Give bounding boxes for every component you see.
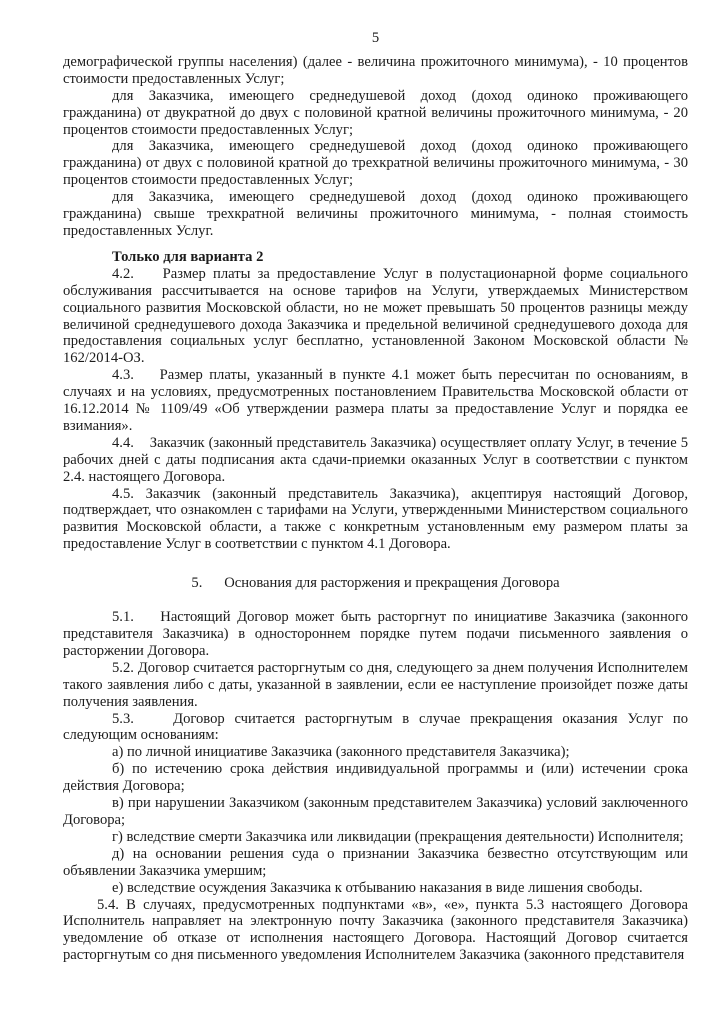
paragraph-clause-5-4: 5.4. В случаях, предусмотренных подпунктами «в», «е», пункта 5.3 настоящего Договора Исполнитель направляет на электронную почту Заказчика (законного представителя Заказчика) уведомление об отказе от исполнения настоящего Договора. Настоящий Договор считается расторгнутым со дня письменного уведомления Исполнителем Заказчика (законного представителя: [63, 896, 688, 964]
paragraph-clause-5-3-d: д) на основании решения суда о признании Заказчика безвестно отсутствующим или объявлении Заказчика умершим;: [63, 845, 688, 879]
paragraph-clause-5-3-g: г) вследствие смерти Заказчика или ликвидации (прекращения деятельности) Исполнителя;: [112, 828, 684, 845]
section-5-heading: 5. Основания для расторжения и прекращения Договора: [191, 575, 560, 592]
paragraph-clause-5-3-b: б) по истечению срока действия индивидуальной программы и (или) истечении срока действия Договора;: [63, 761, 688, 795]
paragraph-clause-4-5: 4.5. Заказчик (законный представитель Заказчика), акцептируя настоящий Договор, подтверждает, что ознакомлен с тарифами на Услуги, утвержденными Министерством социального развития Московской области, а также с конкретным установленным ему размером платы за предоставление Услуг в соответствии с пунктом 4.1 Договора.: [63, 485, 688, 553]
paragraph-clause-5-1: 5.1. Настоящий Договор может быть расторгнут по инициативе Заказчика (законного представителя Заказчика) в одностороннем порядке путем подачи письменного заявления о расторжении Договора.: [63, 609, 688, 659]
paragraph-clause-5-3-v: в) при нарушении Заказчиком (законным представителем Заказчика) условий заключенного Договора;: [63, 795, 688, 828]
paragraph-clause-4-4: 4.4. Заказчик (законный представитель Заказчика) осуществляет оплату Услуг, в течение 5 рабочих дней с даты подписания акта сдачи-приемки оказанных Услуг в соответствии с пунктом 2.4. настоящего Договора.: [63, 434, 688, 485]
page-number: 5: [371, 30, 380, 46]
paragraph-clause-5-3-a: а) по личной инициативе Заказчика (законного представителя Заказчика);: [112, 744, 570, 761]
paragraph-clause-4-1-30pct: для Заказчика, имеющего среднедушевой доход (доход одиноко проживающего гражданина) от двух с половиной кратной до трехкратной величины прожиточного минимума, - 30 процентов стоимости предоставленных Услуг;: [63, 138, 688, 189]
paragraph-clause-4-2: 4.2. Размер платы за предоставление Услуг в полустационарной форме социального обслуживания рассчитывается на основе тарифов на Услуги, утверждаемых Министерством социального развития Московской области, но не может превышать 50 процентов разницы между величиной среднедушевого дохода Заказчика и предельной величиной среднедушевого дохода для предоставления социальных услуг бесплатно, установленной Законом Московской области № 162/2014-ОЗ.: [63, 265, 688, 367]
paragraph-clause-5-3: 5.3. Договор считается расторгнутым в случае прекращения оказания Услуг по следующим основаниям:: [63, 710, 688, 744]
paragraph-clause-4-3: 4.3. Размер платы, указанный в пункте 4.1 может быть пересчитан по основаниям, в случаях и на условиях, предусмотренных постановлением Правительства Московской области от 16.12.2014 № 1109/49 «Об утверждении размера платы за предоставление Услуг и порядка ее взимания».: [63, 367, 688, 434]
paragraph-clause-4-1-tail: демографической группы населения) (далее - величина прожиточного минимума), - 10 процентов стоимости предоставленных Услуг;: [63, 53, 688, 87]
paragraph-clause-5-2: 5.2. Договор считается расторгнутым со дня, следующего за днем получения Исполнителем такого заявления либо с даты, указанной в заявлении, если ее наступление произойдет позже даты получения заявления.: [63, 659, 688, 710]
paragraph-clause-4-1-full: для Заказчика, имеющего среднедушевой доход (доход одиноко проживающего гражданина) свыше трехкратной величины прожиточного минимума, - полная стоимость предоставленных Услуг.: [63, 189, 688, 239]
variant-2-heading: Только для варианта 2: [112, 248, 264, 265]
paragraph-clause-4-1-20pct: для Заказчика, имеющего среднедушевой доход (доход одиноко проживающего гражданина) от двукратной до двух с половиной кратной величины прожиточного минимума, - 20 процентов стоимости предоставленных Услуг;: [63, 87, 688, 138]
paragraph-clause-5-3-e: е) вследствие осуждения Заказчика к отбыванию наказания в виде лишения свободы.: [112, 879, 643, 896]
